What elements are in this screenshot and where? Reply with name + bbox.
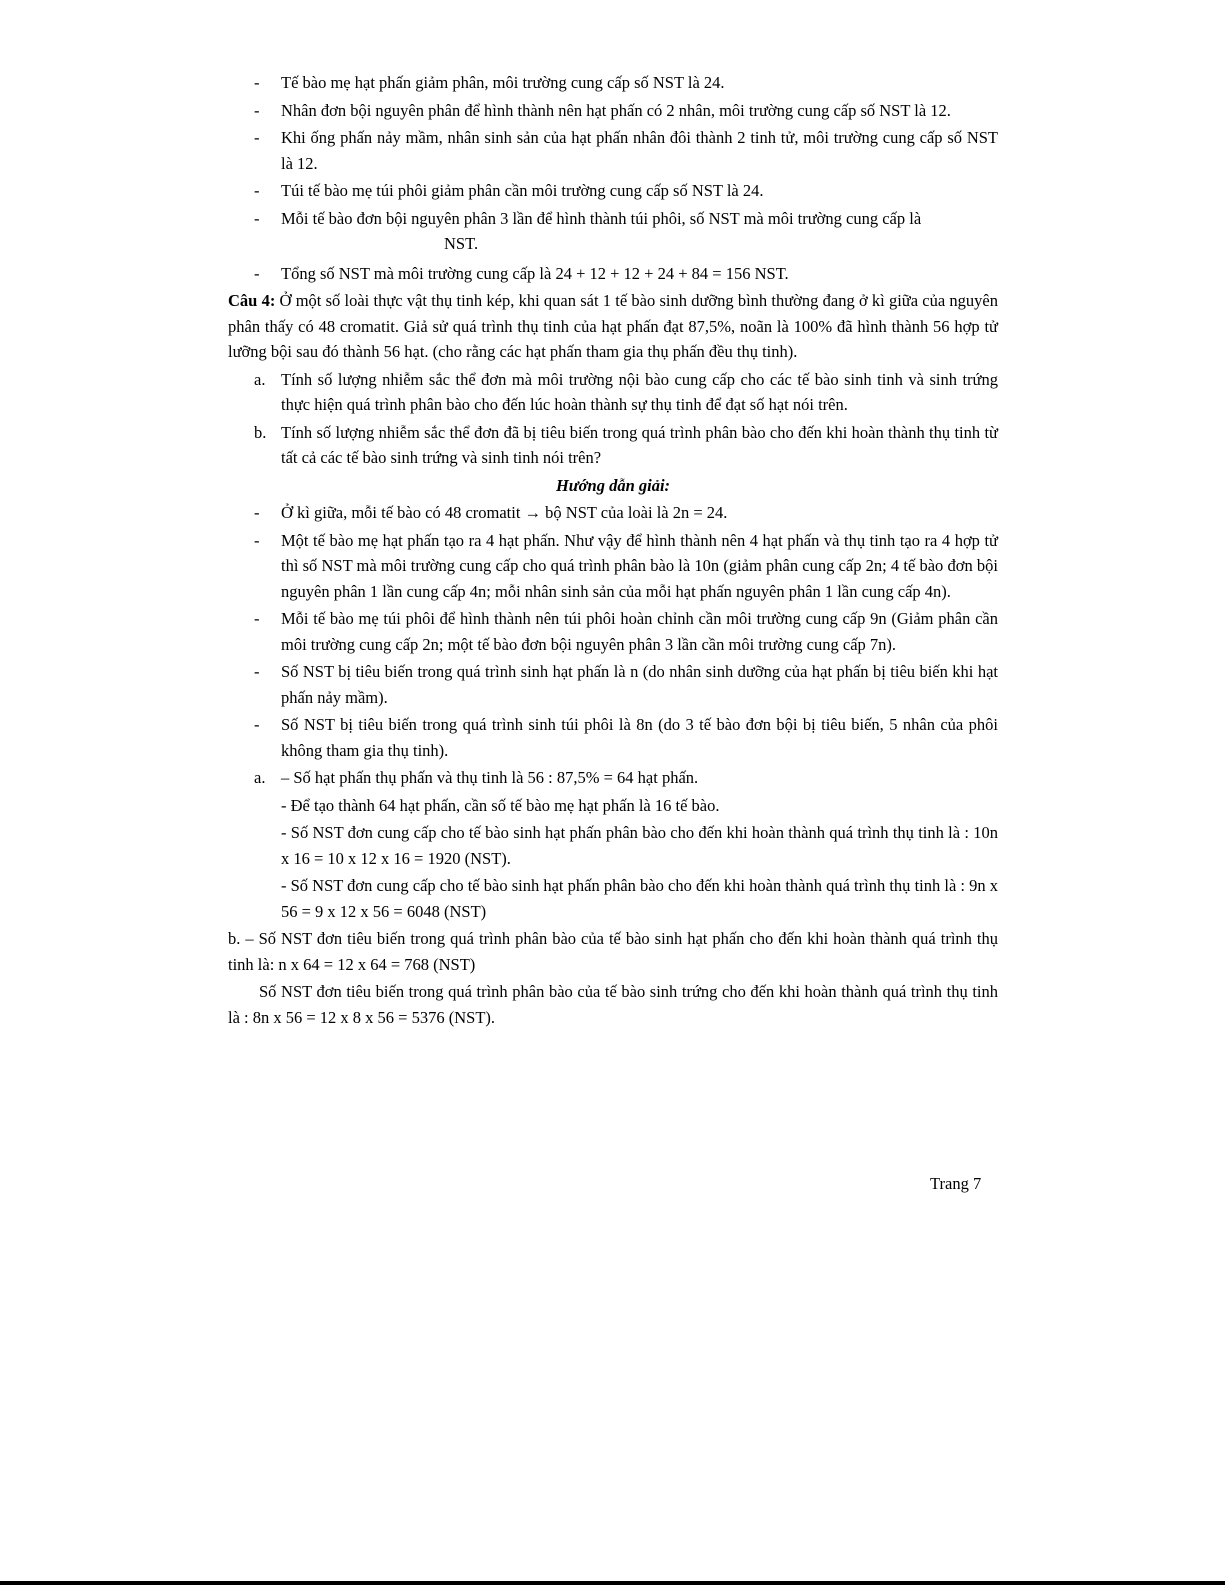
list-item: - Một tế bào mẹ hạt phấn tạo ra 4 hạt phấn. Như vậy để hình thành nên 4 hạt phấn và thụ tinh tạo ra 4 hợp tử thì số NST mà môi trường cung cấp cho quá trình phân bào là 10n (giảm phân cung cấp 2n; 4 tế bào đơn bội nguyên phân 1 lần cung cấp 4n; mỗi nhân sinh sản của mỗi hạt phấn nguyên phân 1 lần cung cấp 4n). [254,530,998,601]
answer-b-line-2: Số NST đơn tiêu biến trong quá trình phân bào của tế bào sinh trứng cho đến khi hoàn thành quá trình thụ tinh là : 8n x 56 = 12 x 8 x 56 = 5376 (NST). [228,982,998,1027]
answer-a-line: - Để tạo thành 64 hạt phấn, cần số tế bào mẹ hạt phấn là 16 tế bào. [281,795,720,815]
answer-a: a. – Số hạt phấn thụ phấn và thụ tinh là 56 : 87,5% = 64 hạt phấn. [254,768,699,787]
page-number: Trang 7 [930,1174,982,1193]
page-bottom-border [0,1581,1225,1585]
list-item: - Ở kì giữa, mỗi tế bào có 48 cromatit → bộ NST của loài là 2n = 24. [254,503,728,522]
question-label: Câu 4: [228,291,276,310]
list-item: - Tổng số NST mà môi trường cung cấp là 24 + 12 + 12 + 24 + 84 = 156 NST. [254,263,789,283]
page-content [228,70,998,1032]
answer-a-line: - Số NST đơn cung cấp cho tế bào sinh hạt phấn phân bào cho đến khi hoàn thành quá trình thụ tinh là : 10n x 16 = 10 x 12 x 16 = 1920 (NST). [281,823,998,868]
list-item: - Nhân đơn bội nguyên phân để hình thành nên hạt phấn có 2 nhân, môi trường cung cấp số NST là 12. [254,100,951,120]
question-text: Ở một số loài thực vật thụ tinh kép, khi quan sát 1 tế bào sinh dưỡng bình thường đang ở kì giữa của nguyên phân thấy có 48 cromatit. Giả sử quá trình thụ tinh của hạt phấn đạt 87,5%, noãn là 100% đã hình thành 56 hợp tử lưỡng bội sau đó thành 56 hạt. (cho rằng các hạt phấn tham gia thụ phấn đều thụ tinh). [228,291,999,361]
list-item: - Mỗi tế bào đơn bội nguyên phân 3 lần để hình thành túi phôi, số NST mà môi trường cung cấp là NST. [228,206,998,257]
guide-title: Hướng dẫn giải: [555,475,671,495]
answer-a-line: - Số NST đơn cung cấp cho tế bào sinh hạt phấn phân bào cho đến khi hoàn thành quá trình thụ tinh là : 9n x 56 = 9 x 12 x 56 = 6048 (NST) [281,876,998,921]
list-item: - Số NST bị tiêu biến trong quá trình sinh túi phôi là 8n (do 3 tế bào đơn bội bị tiêu biến, 5 nhân của phôi không tham gia thụ tinh). [254,715,998,760]
list-item: - Tế bào mẹ hạt phấn giảm phân, môi trường cung cấp số NST là 24. [254,73,725,92]
formula-tail: NST. [444,234,479,253]
question-paragraph [228,288,998,365]
question-part-a: a. Tính số lượng nhiễm sắc thể đơn mà môi trường nội bào cung cấp cho các tế bào sinh tinh và sinh trứng thực hiện quá trình phân bào cho đến lúc hoàn thành sự thụ tinh để đạt số hạt nói trên. [254,369,998,414]
list-item: - Số NST bị tiêu biến trong quá trình sinh hạt phấn là n (do nhân sinh dưỡng của hạt phấn bị tiêu biến khi hạt phấn nảy mầm). [254,662,998,707]
list-item: - Khi ống phấn nảy mầm, nhân sinh sản của hạt phấn nhân đôi thành 2 tinh tử, môi trường cung cấp số NST là 12. [254,128,998,173]
answer-b-line-1: b. – Số NST đơn tiêu biến trong quá trình phân bào của tế bào sinh hạt phấn cho đến khi hoàn thành quá trình thụ tinh là: n x 64 = 12 x 64 = 768 (NST) [228,929,998,974]
list-item: - Mỗi tế bào mẹ túi phôi để hình thành nên túi phôi hoàn chỉnh cần môi trường cung cấp 9n (Giảm phân cần môi trường cung cấp 2n; một tế bào đơn bội nguyên phân 3 lần cần môi trường cung cấp 7n). [254,609,998,654]
question-part-b: b. Tính số lượng nhiễm sắc thể đơn đã bị tiêu biến trong quá trình phân bào cho đến khi hoàn thành thụ tinh từ tất cả các tế bào sinh trứng và sinh tinh nói trên? [254,422,998,467]
list-item: - Túi tế bào mẹ túi phôi giảm phân cần môi trường cung cấp số NST là 24. [254,181,764,200]
